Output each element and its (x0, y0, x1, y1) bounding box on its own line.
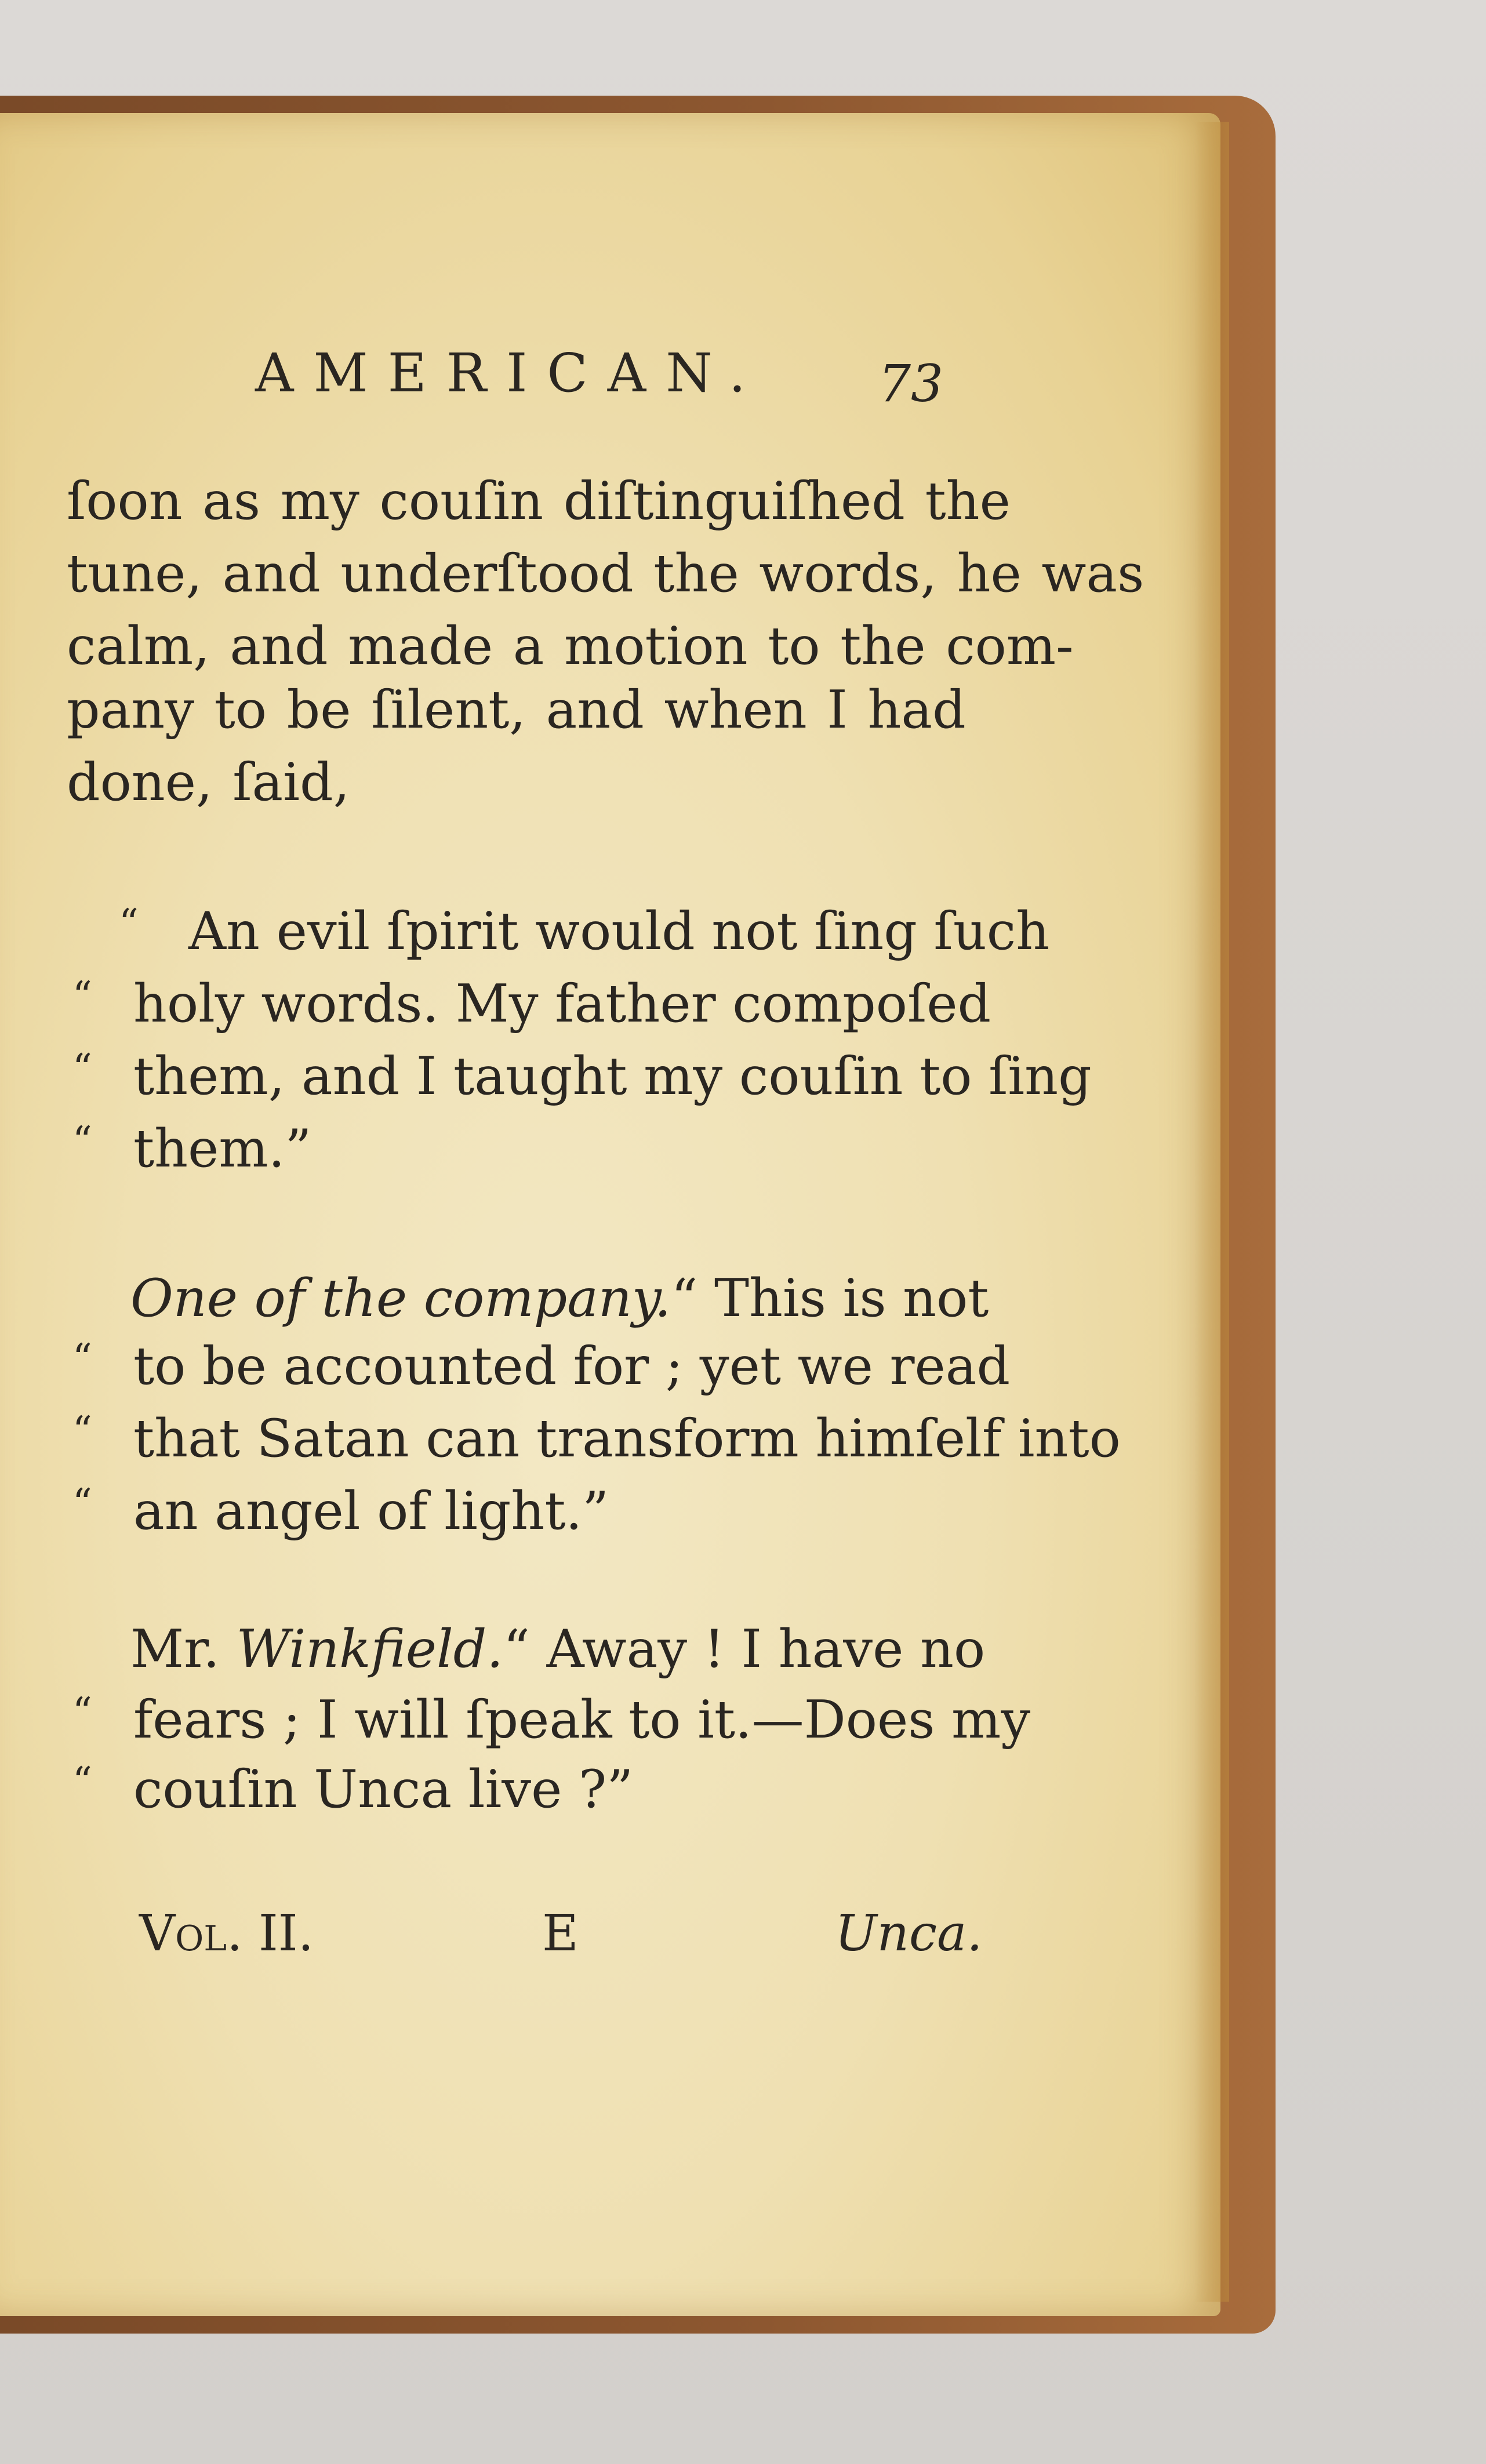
quote-line (72, 1118, 948, 1179)
quote-line (72, 1759, 948, 1820)
speaker-label (130, 1619, 504, 1680)
body-line: calm, and made a motion to the com- (67, 616, 1074, 677)
quote-text: them, and I taught my couſin to ſing (133, 1046, 1092, 1107)
body-line: tune, and underſtood the words, he was (67, 543, 1145, 604)
quote-line (72, 1408, 1121, 1469)
running-head: AMERICAN. (255, 342, 766, 404)
quote-text: them.” (133, 1118, 312, 1179)
speech-start: “ Away ! I have no (503, 1619, 986, 1680)
quote-mark: “ (72, 1336, 92, 1380)
speaker-line (130, 1268, 989, 1329)
signature-mark: E (542, 1905, 579, 1963)
quote-mark: “ (72, 973, 92, 1018)
quote-text: to be accounted for ; yet we read (133, 1336, 1011, 1397)
quote-mark: “ (72, 1481, 92, 1525)
quote-mark: “ (72, 1408, 92, 1453)
speaker-prefix: Mr. (130, 1619, 220, 1680)
quote-text: an angel of light.” (133, 1481, 609, 1542)
body-line: pany to be ſilent, and when I had (67, 679, 966, 740)
quote-mark: “ (72, 1046, 92, 1091)
quote-line (72, 1481, 948, 1542)
quote-mark: “ (72, 1689, 92, 1734)
quote-line (72, 973, 991, 1034)
quote-line (119, 901, 1050, 962)
book-page (0, 113, 1220, 2316)
speaker-label: One of the company. (130, 1268, 671, 1329)
quote-text: holy words. My father compoſed (133, 973, 991, 1034)
volume-label: Vol. II. (139, 1905, 314, 1963)
quote-text: fears ; I will ſpeak to it.—Does my (133, 1689, 1031, 1750)
speaker-name: Winkfield. (236, 1619, 504, 1680)
catchword: Unca. (835, 1905, 983, 1963)
quote-text: that Satan can transform himſelf into (133, 1408, 1121, 1469)
quote-mark: “ (119, 901, 139, 946)
speaker-line (130, 1619, 986, 1680)
quote-line (72, 1336, 1011, 1397)
quote-mark: “ (72, 1759, 92, 1804)
body-line: ſoon as my couſin diſtinguiſhed the (67, 471, 1011, 532)
quote-text: couſin Unca live ?” (133, 1759, 634, 1820)
quote-mark: “ (72, 1118, 92, 1163)
page-fore-edge (1194, 122, 1229, 2302)
quote-text: An evil ſpirit would not ſing ſuch (188, 901, 1050, 962)
speech-start: “ This is not (671, 1268, 989, 1329)
page-number: 73 (878, 354, 943, 413)
body-line: done, ſaid, (67, 752, 350, 813)
quote-line (72, 1046, 1092, 1107)
quote-line (72, 1689, 1031, 1750)
